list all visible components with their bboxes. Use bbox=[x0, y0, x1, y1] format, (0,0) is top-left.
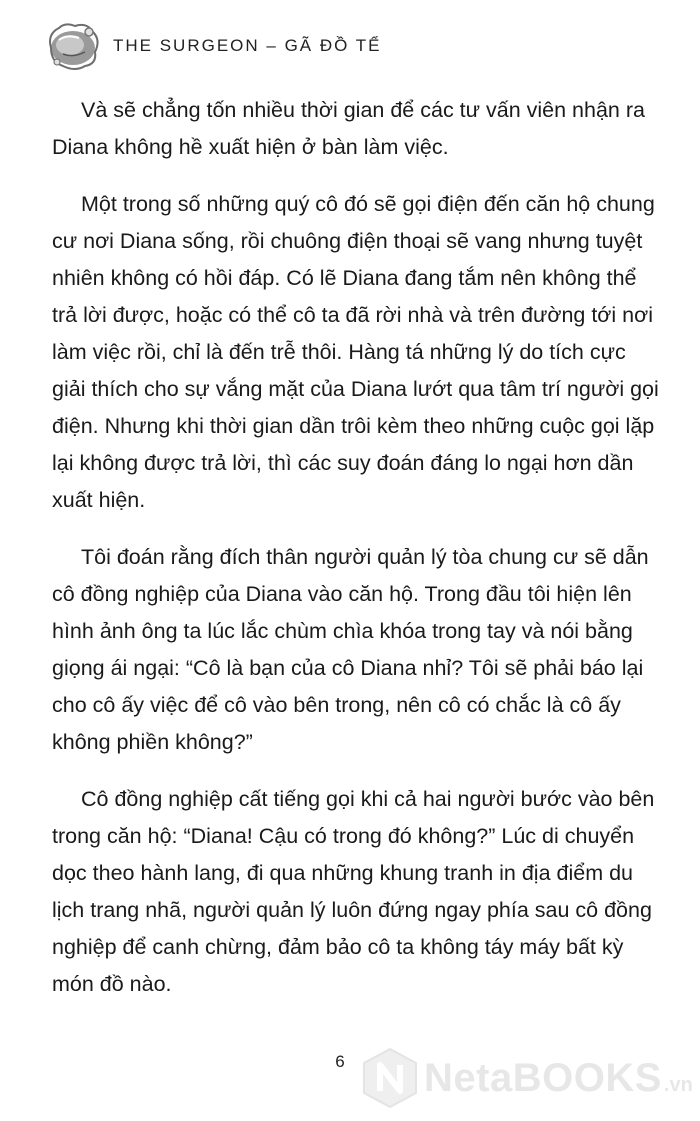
watermark-suffix: .vn bbox=[663, 1073, 693, 1096]
paragraph: Tôi đoán rằng đích thân người quản lý tòa chung cư sẽ dẫn cô đồng nghiệp của Diana vào căn hộ. Trong đầu tôi hiện lên hình ảnh ông ta lúc lắc chùm chìa khóa trong tay và nói bằng giọng ái ngại: “Cô là bạn của cô Diana nhỉ? Tôi sẽ phải báo lại cho cô ấy việc để cô vào bên trong, nên cô có chắc là cô ấy không phiền không?” bbox=[52, 545, 649, 754]
page-number: 6 bbox=[335, 1052, 345, 1071]
chapter-text bbox=[52, 92, 664, 1023]
page-header bbox=[45, 18, 382, 74]
paragraph: Cô đồng nghiệp cất tiếng gọi khi cả hai người bước vào bên trong căn hộ: “Diana! Cậu có trong đó không?” Lúc di chuyển dọc theo hành lang, đi qua những khung tranh in địa điểm du lịch trang nhã, người quản lý luôn đứng ngay phía sau cô đồng nghiệp để canh chừng, đảm bảo cô ta không táy máy bất kỳ món đồ nào. bbox=[52, 787, 655, 996]
ornament-emblem-icon bbox=[45, 18, 103, 74]
publisher-watermark bbox=[362, 1046, 693, 1110]
paragraph: Và sẽ chẳng tốn nhiều thời gian để các tư vấn viên nhận ra Diana không hề xuất hiện ở bàn làm việc. bbox=[52, 98, 645, 159]
netabooks-logo-icon bbox=[362, 1047, 418, 1109]
watermark-brand: NetaBOOKS bbox=[424, 1055, 662, 1100]
paragraph: Một trong số những quý cô đó sẽ gọi điện đến căn hộ chung cư nơi Diana sống, rồi chuông điện thoại sẽ vang nhưng tuyệt nhiên không có hồi đáp. Có lẽ Diana đang tắm nên không thể trả lời được, hoặc có thể cô ta đã rời nhà và trên đường tới nơi làm việc rồi, chỉ là đến trễ thôi. Hàng tá những lý do tích cực giải thích cho sự vắng mặt của Diana lướt qua tâm trí người gọi điện. Nhưng khi thời gian dần trôi kèm theo những cuộc gọi lặp lại không được trả lời, thì các suy đoán đáng lo ngại hơn dần xuất hiện. bbox=[52, 192, 659, 512]
running-title: THE SURGEON – GÃ ĐỒ TỂ bbox=[113, 36, 382, 55]
